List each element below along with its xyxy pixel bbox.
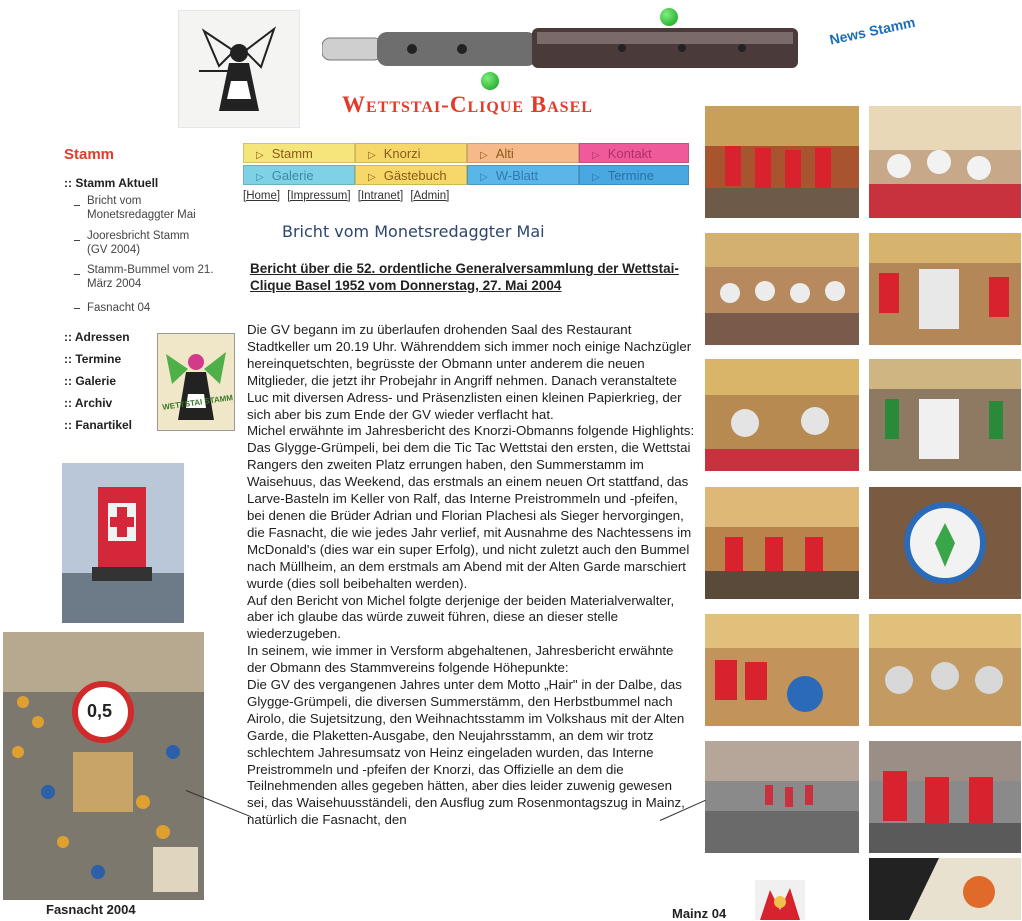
sidebar-item-archiv[interactable]: :: Archiv [64, 396, 113, 410]
menu-label: W-Blatt [495, 168, 539, 183]
link-intranet[interactable]: [Intranet] [357, 190, 404, 202]
menu-label: Galerie [271, 168, 314, 183]
menu-galerie[interactable] [243, 165, 355, 185]
menu-alti[interactable] [467, 143, 579, 163]
sidebar-item-adressen[interactable]: :: Adressen [64, 330, 130, 344]
gallery-photo[interactable] [869, 614, 1021, 726]
triangle-right-icon: ▷ [592, 150, 600, 161]
article-paragraph: Die GV des vergangenen Jahres unter dem Motto „Hair" in der Dalbe, das Glygge-Grümpeli, die diversen Summerstämm, den Herbstbummel nach Airolo, die Sujetsitzung, den Weihnachtsstamm im Volkshaus mit der Alten Garde, die Plaketten-Ausgabe, den Neujahrsstamm, an dem wir trotz schlechtem Jahresumsatz von Heinz eingeladen wurden, das Interne Preistrommeln und -pfeifen der Knorzi, das Offizielle an dem die Teilnehmenden alles gegeben hätten, aber dies leider zuwenig gewesen sei, das Waisehuusständeli, den Ausflug zum Rosenmontagszug in Mainz, natürlich die Fasnacht, den [247, 677, 685, 828]
gallery-photo[interactable] [869, 858, 1021, 920]
gallery-photo-jester[interactable] [755, 880, 805, 920]
fairy-logo-icon [179, 11, 299, 127]
menu-w-blatt[interactable] [467, 165, 579, 185]
triangle-right-icon: ▷ [368, 172, 376, 183]
menu-stamm[interactable] [243, 143, 355, 163]
article-heading: Bericht über die 52. ordentliche Generalversammlung der Wettstai-Clique Basel 1952 vom Donnerstag, 27. Mai 2004 [250, 261, 679, 293]
menu-gaestebuch[interactable] [355, 165, 467, 185]
piccolo-flute-image [322, 26, 798, 74]
menu-termine[interactable] [579, 165, 689, 185]
menu-label: Alti [495, 146, 514, 161]
article-paragraph: Das Glygge-Grümpeli, bei dem die Tic Tac Wettstai den ersten, die Wettstai Rangers den zweiten Platz errungen haben, den Summerstamm im Waisehuus, das Weekend, das erstmals an einem neuen Ort stattfand, das Larve-Basteln im Keller von Ralf, das Interne Preistrommeln und -pfeifen, bei denen die Brüder Adrian und Florian Plachesi als Sieger hervorgingen, die Fasnacht, die wie jedes Jahr verlief, mit Ausnahme des Nachtessens im McDonald's (dies war ein super Erfolg), und nicht zuletzt auch den Bummel nach Müllheim, an dem erstmals am Abend mit der Alten Garde marschiert wurde (dies soll beibehalten werden). [247, 440, 692, 591]
article-paragraph: Michel erwähnte im Jahresbericht des Knorzi-Obmanns folgende Highlights: [247, 423, 695, 439]
photo-laterne[interactable] [62, 463, 184, 623]
article-body [247, 322, 695, 829]
gallery-photo[interactable] [869, 487, 1021, 599]
sidebar-item-stamm-aktuell[interactable]: :: Stamm Aktuell [64, 176, 159, 190]
gallery-photo[interactable] [705, 359, 859, 471]
link-home[interactable]: [Home] [243, 190, 281, 202]
green-dot-icon [481, 72, 499, 90]
gallery-photo[interactable] [705, 233, 859, 345]
menu-label: Knorzi [383, 146, 421, 161]
menu-kontakt[interactable] [579, 143, 689, 163]
menu-label: Stamm [271, 146, 313, 161]
triangle-right-icon: ▷ [592, 172, 600, 183]
gallery-photo[interactable] [705, 106, 859, 218]
sidebar-title: Stamm [64, 146, 115, 163]
triangle-right-icon: ▷ [480, 172, 488, 183]
mascot-label: WETTSTAI STAMM [161, 393, 234, 412]
sidebar-item-galerie[interactable]: :: Galerie [64, 374, 117, 388]
sidebar-subitem-label: Fasnacht 04 [87, 302, 151, 314]
gallery-photo[interactable] [869, 106, 1021, 218]
sidebar-item-termine[interactable]: :: Termine [64, 352, 122, 366]
article-paragraph: Die GV begann im zu überlaufen drohenden Saal des Restaurant Stadtkeller um 20.19 Uhr. Währenddem sich immer noch einige Nachzügler hereinquetschten, begrüsste der Obmann unter anderem die neuen Mitglieder, die jetzt ihr Probejahr in Angriff nehmen. Danach veranstaltete Luc mit diversen Adress- und Präsenzlisten einen kleinen Papierkrieg, der sich aber bis zum Ende der GV wieder verflacht hat. [247, 322, 692, 422]
caption-mainz-04: Mainz 04 [672, 906, 727, 921]
gallery-photo[interactable] [869, 741, 1021, 853]
menu-label: Gästebuch [383, 168, 447, 183]
menu-knorzi[interactable] [355, 143, 467, 163]
sidebar-subitem-label: Jooresbricht Stamm (GV 2004) [87, 230, 190, 256]
gallery-photo[interactable] [705, 741, 859, 853]
gallery-photo[interactable] [869, 359, 1021, 471]
triangle-right-icon: ▷ [368, 150, 376, 161]
caption-fasnacht-2004: Fasnacht 2004 [46, 902, 136, 917]
main-menu [243, 143, 689, 187]
menu-label: Termine [607, 168, 654, 183]
article-paragraph: In seinem, wie immer in Versform abgehaltenen, Jahresbericht erwähnte der Obmann des Stammvereins folgende Höhepunkte: [247, 643, 674, 676]
news-stamm-link[interactable]: News Stamm [828, 13, 917, 48]
mascot-image[interactable] [157, 333, 235, 431]
sidebar-subitem-label: Bricht vom Monetsredaggter Mai [87, 195, 196, 221]
speed-sign-text: 0,5 [87, 701, 113, 721]
gallery-photo[interactable] [705, 487, 859, 599]
photo-fasnacht-2004[interactable] [3, 632, 204, 900]
article-paragraph: Auf den Bericht von Michel folgte derjenige der beiden Materialverwalter, aber ich glaube das würde zuweit führen, diese an dieser stelle wiederzugeben. [247, 592, 675, 642]
triangle-right-icon: ▷ [480, 150, 488, 161]
green-dot-icon [660, 8, 678, 26]
link-admin[interactable]: [Admin] [410, 190, 450, 202]
triangle-right-icon: ▷ [256, 150, 264, 161]
sidebar-item-fanartikel[interactable]: :: Fanartikel [64, 418, 133, 432]
site-title: Wettstai-Clique Basel [342, 92, 593, 117]
page-title: Bricht vom Monetsredaggter Mai [282, 222, 545, 241]
clique-logo[interactable] [178, 10, 300, 128]
sublinks-bar [243, 190, 453, 202]
link-impressum[interactable]: [Impressum] [287, 190, 351, 202]
gallery-photo[interactable] [869, 233, 1021, 345]
gallery-photo[interactable] [705, 614, 859, 726]
sidebar-subitem-label: Stamm-Bummel vom 21. März 2004 [87, 264, 214, 290]
triangle-right-icon: ▷ [256, 172, 264, 183]
menu-label: Kontakt [607, 146, 652, 161]
